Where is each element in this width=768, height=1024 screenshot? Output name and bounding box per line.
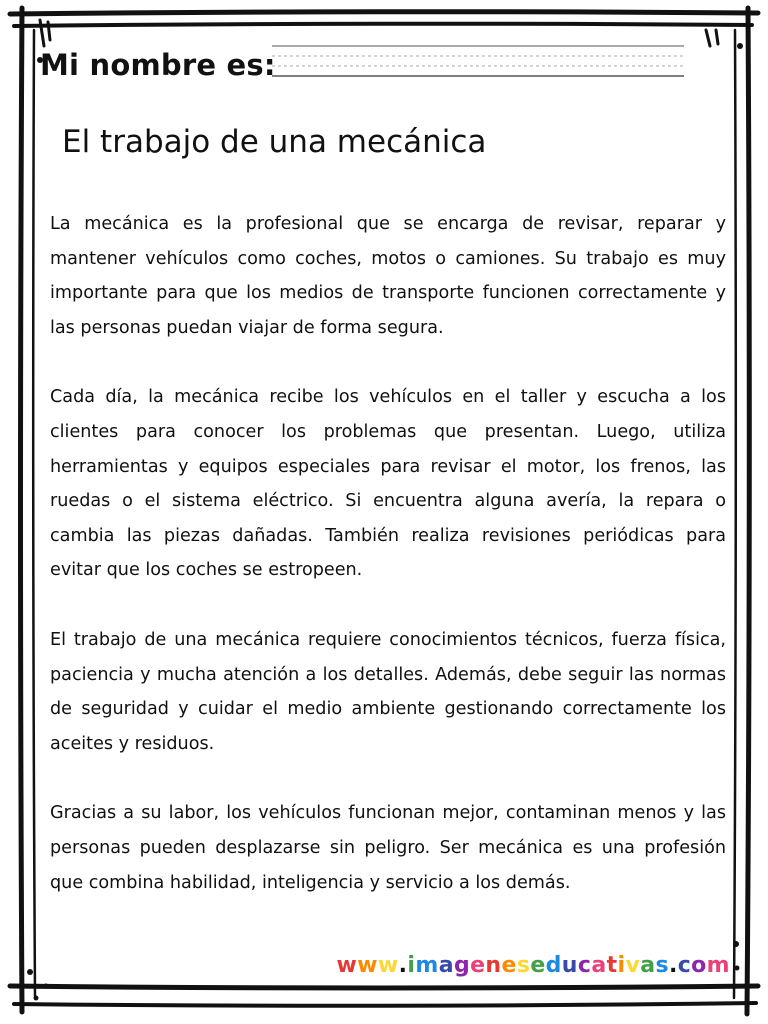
- paragraph-1: La mecánica es la profesional que se encarga de revisar, reparar y mantener vehículos como coches, motos o camiones. Su trabajo es muy importante para que los medios de transporte funcionen correctamente y las personas puedan viajar de forma segura.: [50, 214, 726, 338]
- paragraph-4: Gracias a su labor, los vehículos funcionan mejor, contaminan menos y las personas pueden desplazarse sin peligro. Ser mecánica es una profesión que combina habilidad, inteligencia y servicio a los demás.: [50, 803, 726, 893]
- reading-text: [50, 207, 726, 935]
- name-writing-lines[interactable]: [272, 42, 684, 82]
- name-field-row: [34, 48, 694, 88]
- footer-website-link[interactable]: www.imageneseducativas.com: [336, 953, 730, 978]
- page-title: El trabajo de una mecánica: [62, 124, 487, 160]
- name-prompt-label: Mi nombre es:: [40, 48, 276, 82]
- paragraph-3: El trabajo de una mecánica requiere conocimientos técnicos, fuerza física, paciencia y mucha atención a los detalles. Además, debe seguir las normas de seguridad y cuidar el medio ambiente gestionando correctamente los aceites y residuos.: [50, 629, 726, 754]
- paragraph-2: Cada día, la mecánica recibe los vehículos en el taller y escucha a los clientes para conocer los problemas que presentan. Luego, utiliza herramientas y equipos especiales para revisar el motor, los frenos, las ruedas o el sistema eléctrico. Si encuentra alguna avería, la repara o cambia las piezas dañadas. También realiza revisiones periódicas para evitar que los coches se estropeen.: [50, 387, 726, 581]
